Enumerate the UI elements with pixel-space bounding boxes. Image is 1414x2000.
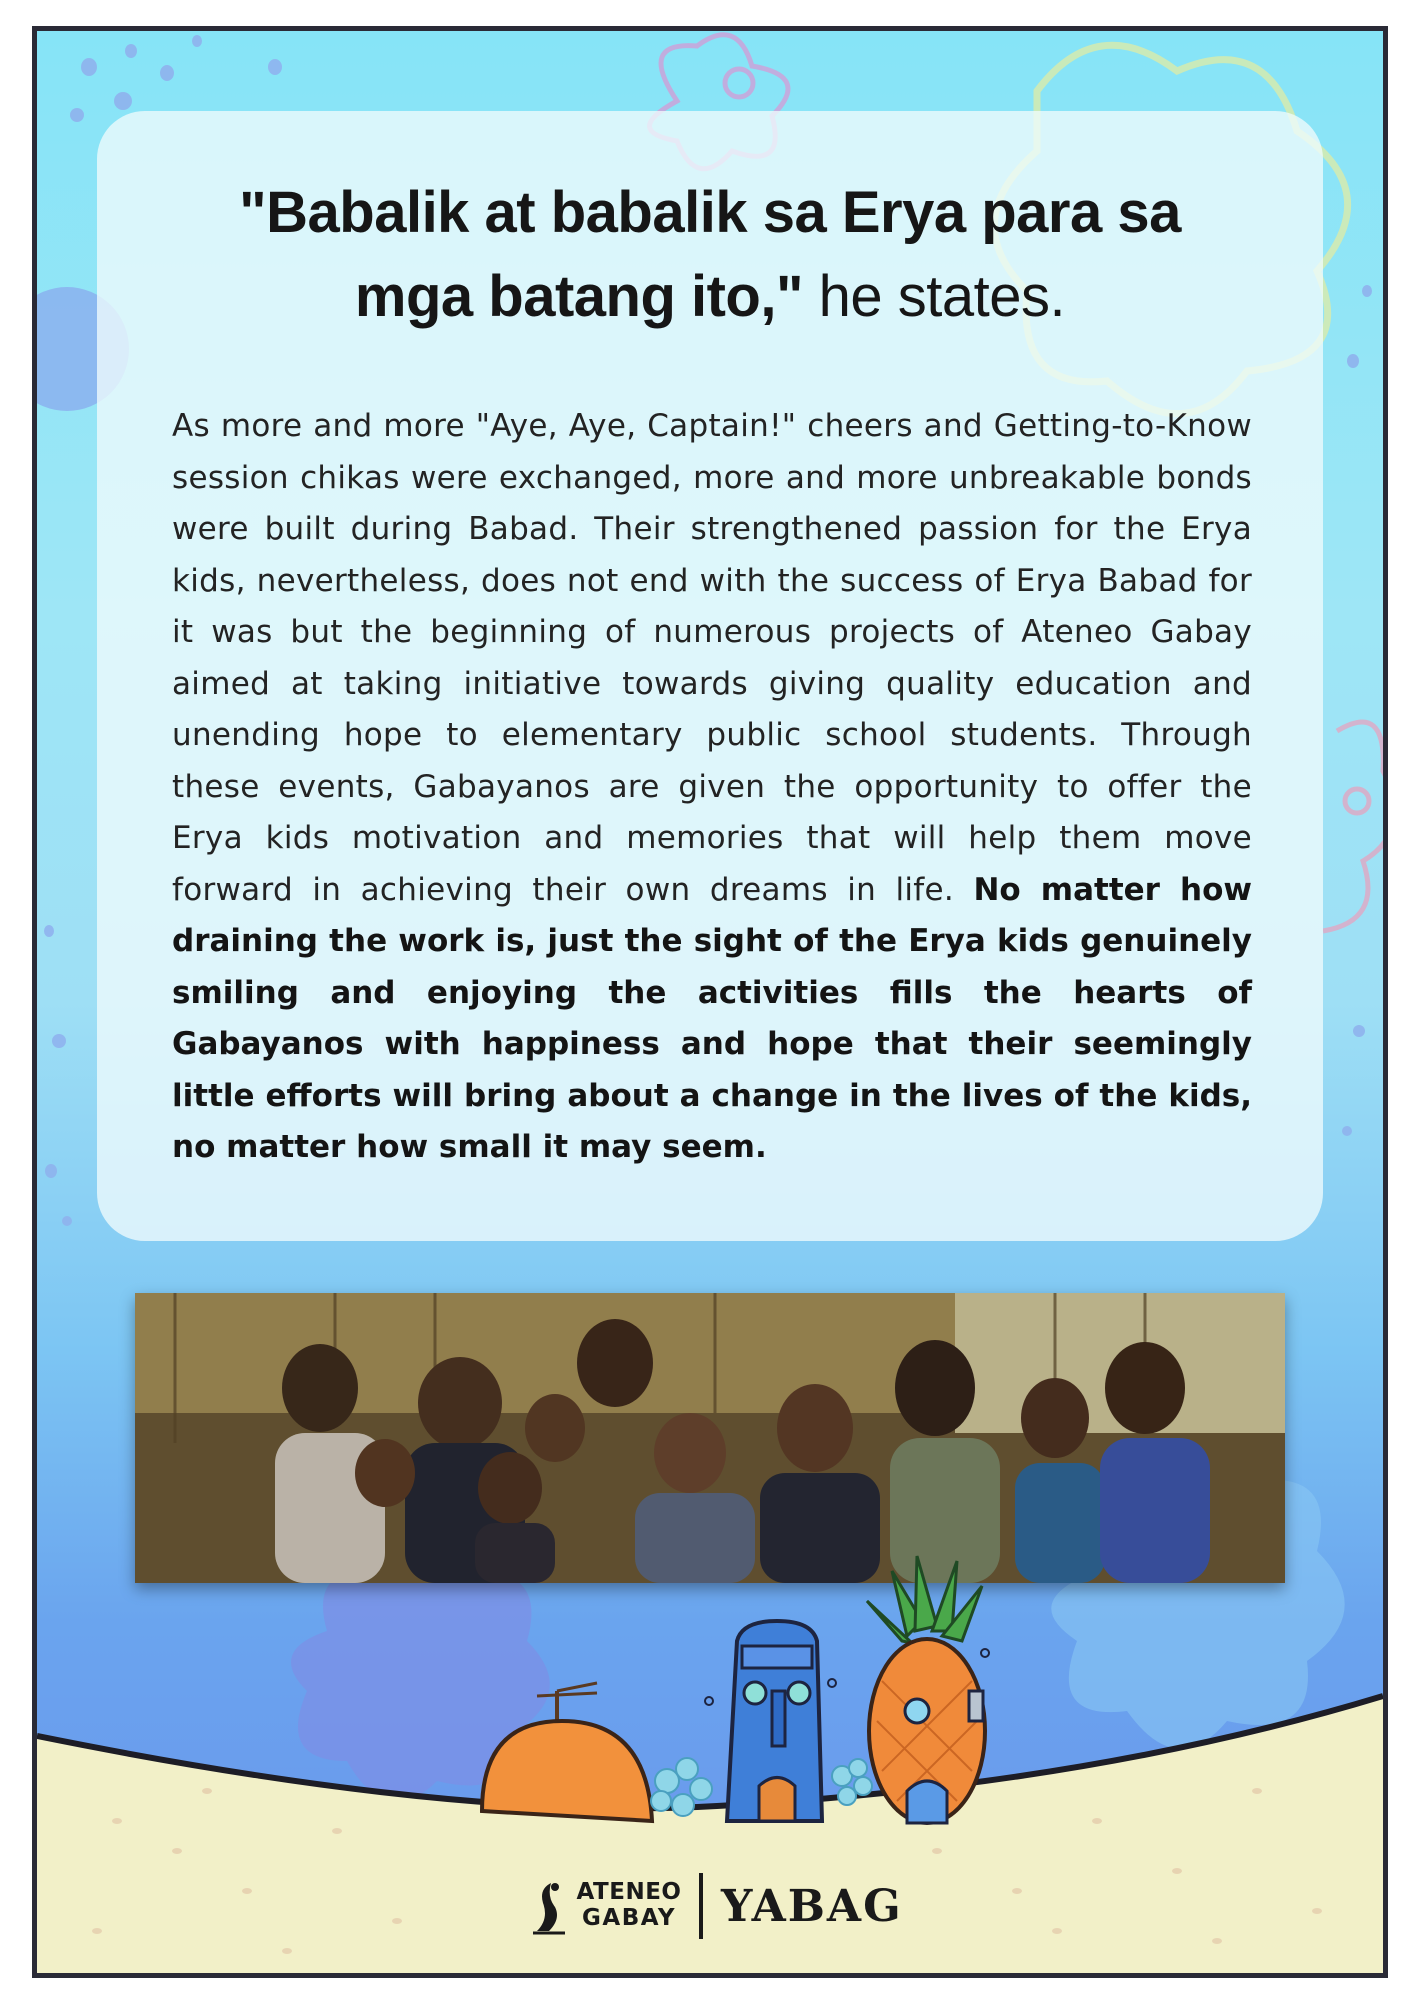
- footer-logos: [529, 1873, 903, 1939]
- rock-house-icon: [482, 1683, 652, 1821]
- org-name: [569, 1879, 689, 1931]
- headline-attribution: he states.: [802, 264, 1066, 329]
- poster-page: [32, 26, 1388, 1978]
- org-name-line1: ATENEO: [576, 1879, 682, 1905]
- pineapple-house-icon: [867, 1556, 989, 1823]
- footer-divider: [699, 1873, 703, 1939]
- body-text-regular: As more and more "Aye, Aye, Captain!" cheers and Getting-to-Know session chikas were exchanged, more and more unbreakable bonds were built during Babad. Their strengthened passion for the Erya kids, nevertheless, does not end with the success of Erya Babad for it was but the beginning of numerous projects of Ateneo Gabay aimed at taking initiative towards giving quality education and unending hope to elementary public school students. Through these events, Gabayanos are given the opportunity to offer the Erya kids motivation and memories that will help them move forward in achieving their own dreams in life.: [172, 408, 1252, 908]
- publication-name: YABAG: [721, 1881, 903, 1932]
- sea-flower-icon-2: [832, 1759, 872, 1805]
- headline-quote: "Babalik at babalik sa Erya para sa mga batang ito,": [239, 180, 1181, 329]
- org-name-line2: GABAY: [582, 1905, 676, 1931]
- houses-scene: [37, 31, 1383, 1973]
- body-text-emphasis: No matter how draining the work is, just the sight of the Erya kids genuinely smiling and enjoying the activities fills the hearts of Gabayanos with happiness and hope that their seemingly little efforts will bring about a change in the lives of the kids, no matter how small it may seem.: [172, 871, 1253, 1165]
- sea-flower-icon: [651, 1758, 712, 1816]
- moai-house-icon: [705, 1621, 836, 1821]
- ateneo-gabay-logo: [529, 1879, 569, 1935]
